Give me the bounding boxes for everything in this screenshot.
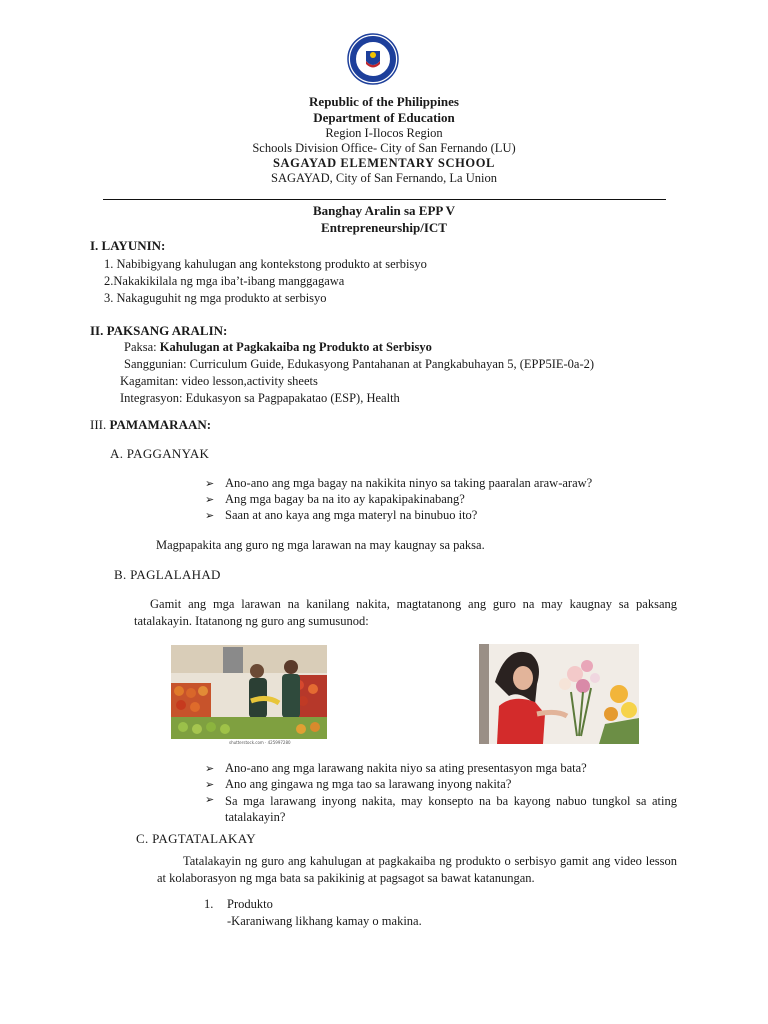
pagganyak-question-3: ➢ Saan at ano kaya ang mga materyl na binubuo ito? (205, 508, 478, 522)
paglalahad-heading: B. PAGLALAHAD (114, 567, 221, 582)
paglalahad-paragraph: Gamit ang mga larawan na kanilang nakita, magtatanong ang guro na may kaugnay sa paksang tatalakayin. Itatanong ng guro ang sumusunod: (134, 597, 677, 628)
paksa-label: Paksa: (124, 340, 160, 354)
header-divider (103, 199, 666, 200)
layunin-item-1: 1. Nabibigyang kahulugan ang kontekstong produkto at serbisyo (104, 257, 427, 271)
division-text: Schools Division Office- City of San Fernando (LU) (252, 141, 516, 155)
paglalahad-question-1: ➢ Ano-ano ang mga larawang nakita niyo sa ating presentasyon mga bata? (205, 761, 587, 775)
pagganyak-note: Magpapakita ang guro ng mga larawan na may kaugnay sa paksa. (156, 538, 485, 552)
deped-seal-logo (347, 33, 399, 85)
integrasyon-line: Integrasyon: Edukasyon sa Pagpapakatao (ESP), Health (120, 391, 400, 405)
arrow-bullet-icon: ➢ (205, 794, 215, 806)
florist-photo (479, 644, 639, 744)
pagganyak-question-1: ➢ Ano-ano ang mga bagay na nakikita ninyo sa taking paaralan araw-araw? (205, 476, 593, 490)
paglalahad-question-2: ➢ Ano ang gingawa ng mga tao sa larawang inyong nakita? (205, 777, 512, 791)
lesson-plan-subtitle: Entrepreneurship/ICT (321, 220, 447, 235)
pamamaraan-prefix: III. (90, 417, 110, 432)
produkto-label: Produkto (227, 897, 273, 911)
image-watermark: shutterstock.com · 425997280 (229, 740, 291, 745)
region-text: Region I-Ilocos Region (325, 126, 443, 140)
pagtatalakay-heading: C. PAGTATALAKAY (136, 831, 256, 846)
lesson-plan-title: Banghay Aralin sa EPP V (312, 203, 456, 218)
sanggunian-line: Sanggunian: Curriculum Guide, Edukasyong Pantahanan at Pangkabuhayan 5, (EPP5IE-0a-2) (124, 357, 595, 371)
pamamaraan-heading (90, 417, 211, 433)
paksa-value: Kahulugan at Pagkakaiba ng Produkto at Serbisyo (159, 340, 432, 354)
produkto-description: -Karaniwang likhang kamay o makina. (227, 914, 422, 928)
arrow-bullet-icon: ➢ (205, 779, 215, 791)
paglalahad-question-3: ➢ Sa mga larawang inyong nakita, may konsepto na ba kayong nabuo tungkol sa ating tatalakayin? (205, 794, 677, 824)
layunin-item-2: 2.Nakakikilala ng mga iba’t-ibang manggagawa (104, 274, 345, 288)
layunin-heading: I. LAYUNIN: (90, 238, 166, 253)
arrow-bullet-icon: ➢ (205, 510, 215, 522)
produkto-number: 1. (204, 897, 214, 911)
kagamitan-line: Kagamitan: video lesson,activity sheets (120, 374, 318, 388)
paksa-line (124, 340, 432, 355)
pagtatalakay-paragraph: Tatalakayin ng guro ang kahulugan at pagkakaiba ng produkto o serbisyo gamit ang video lesson at kolaborasyon ng mga bata sa pakikinig at pagsagot sa bawat katanungan. (157, 854, 677, 885)
department-heading: Department of Education (313, 110, 455, 125)
arrow-bullet-icon: ➢ (205, 478, 215, 490)
pagganyak-heading: A. PAGGANYAK (110, 446, 210, 461)
school-address: SAGAYAD, City of San Fernando, La Union (271, 171, 497, 185)
market-vendors-photo (171, 645, 327, 745)
pagganyak-question-2: ➢ Ang mga bagay ba na ito ay kapakipakinabang? (205, 492, 465, 506)
arrow-bullet-icon: ➢ (205, 763, 215, 775)
layunin-item-3: 3. Nakaguguhit ng mga produkto at serbisyo (104, 291, 327, 305)
arrow-bullet-icon: ➢ (205, 494, 215, 506)
republic-heading: Republic of the Philippines (309, 94, 459, 109)
pamamaraan-title: PAMAMARAAN: (109, 417, 212, 432)
school-name: SAGAYAD ELEMENTARY SCHOOL (272, 156, 495, 170)
paksang-aralin-heading: II. PAKSANG ARALIN: (90, 323, 228, 338)
